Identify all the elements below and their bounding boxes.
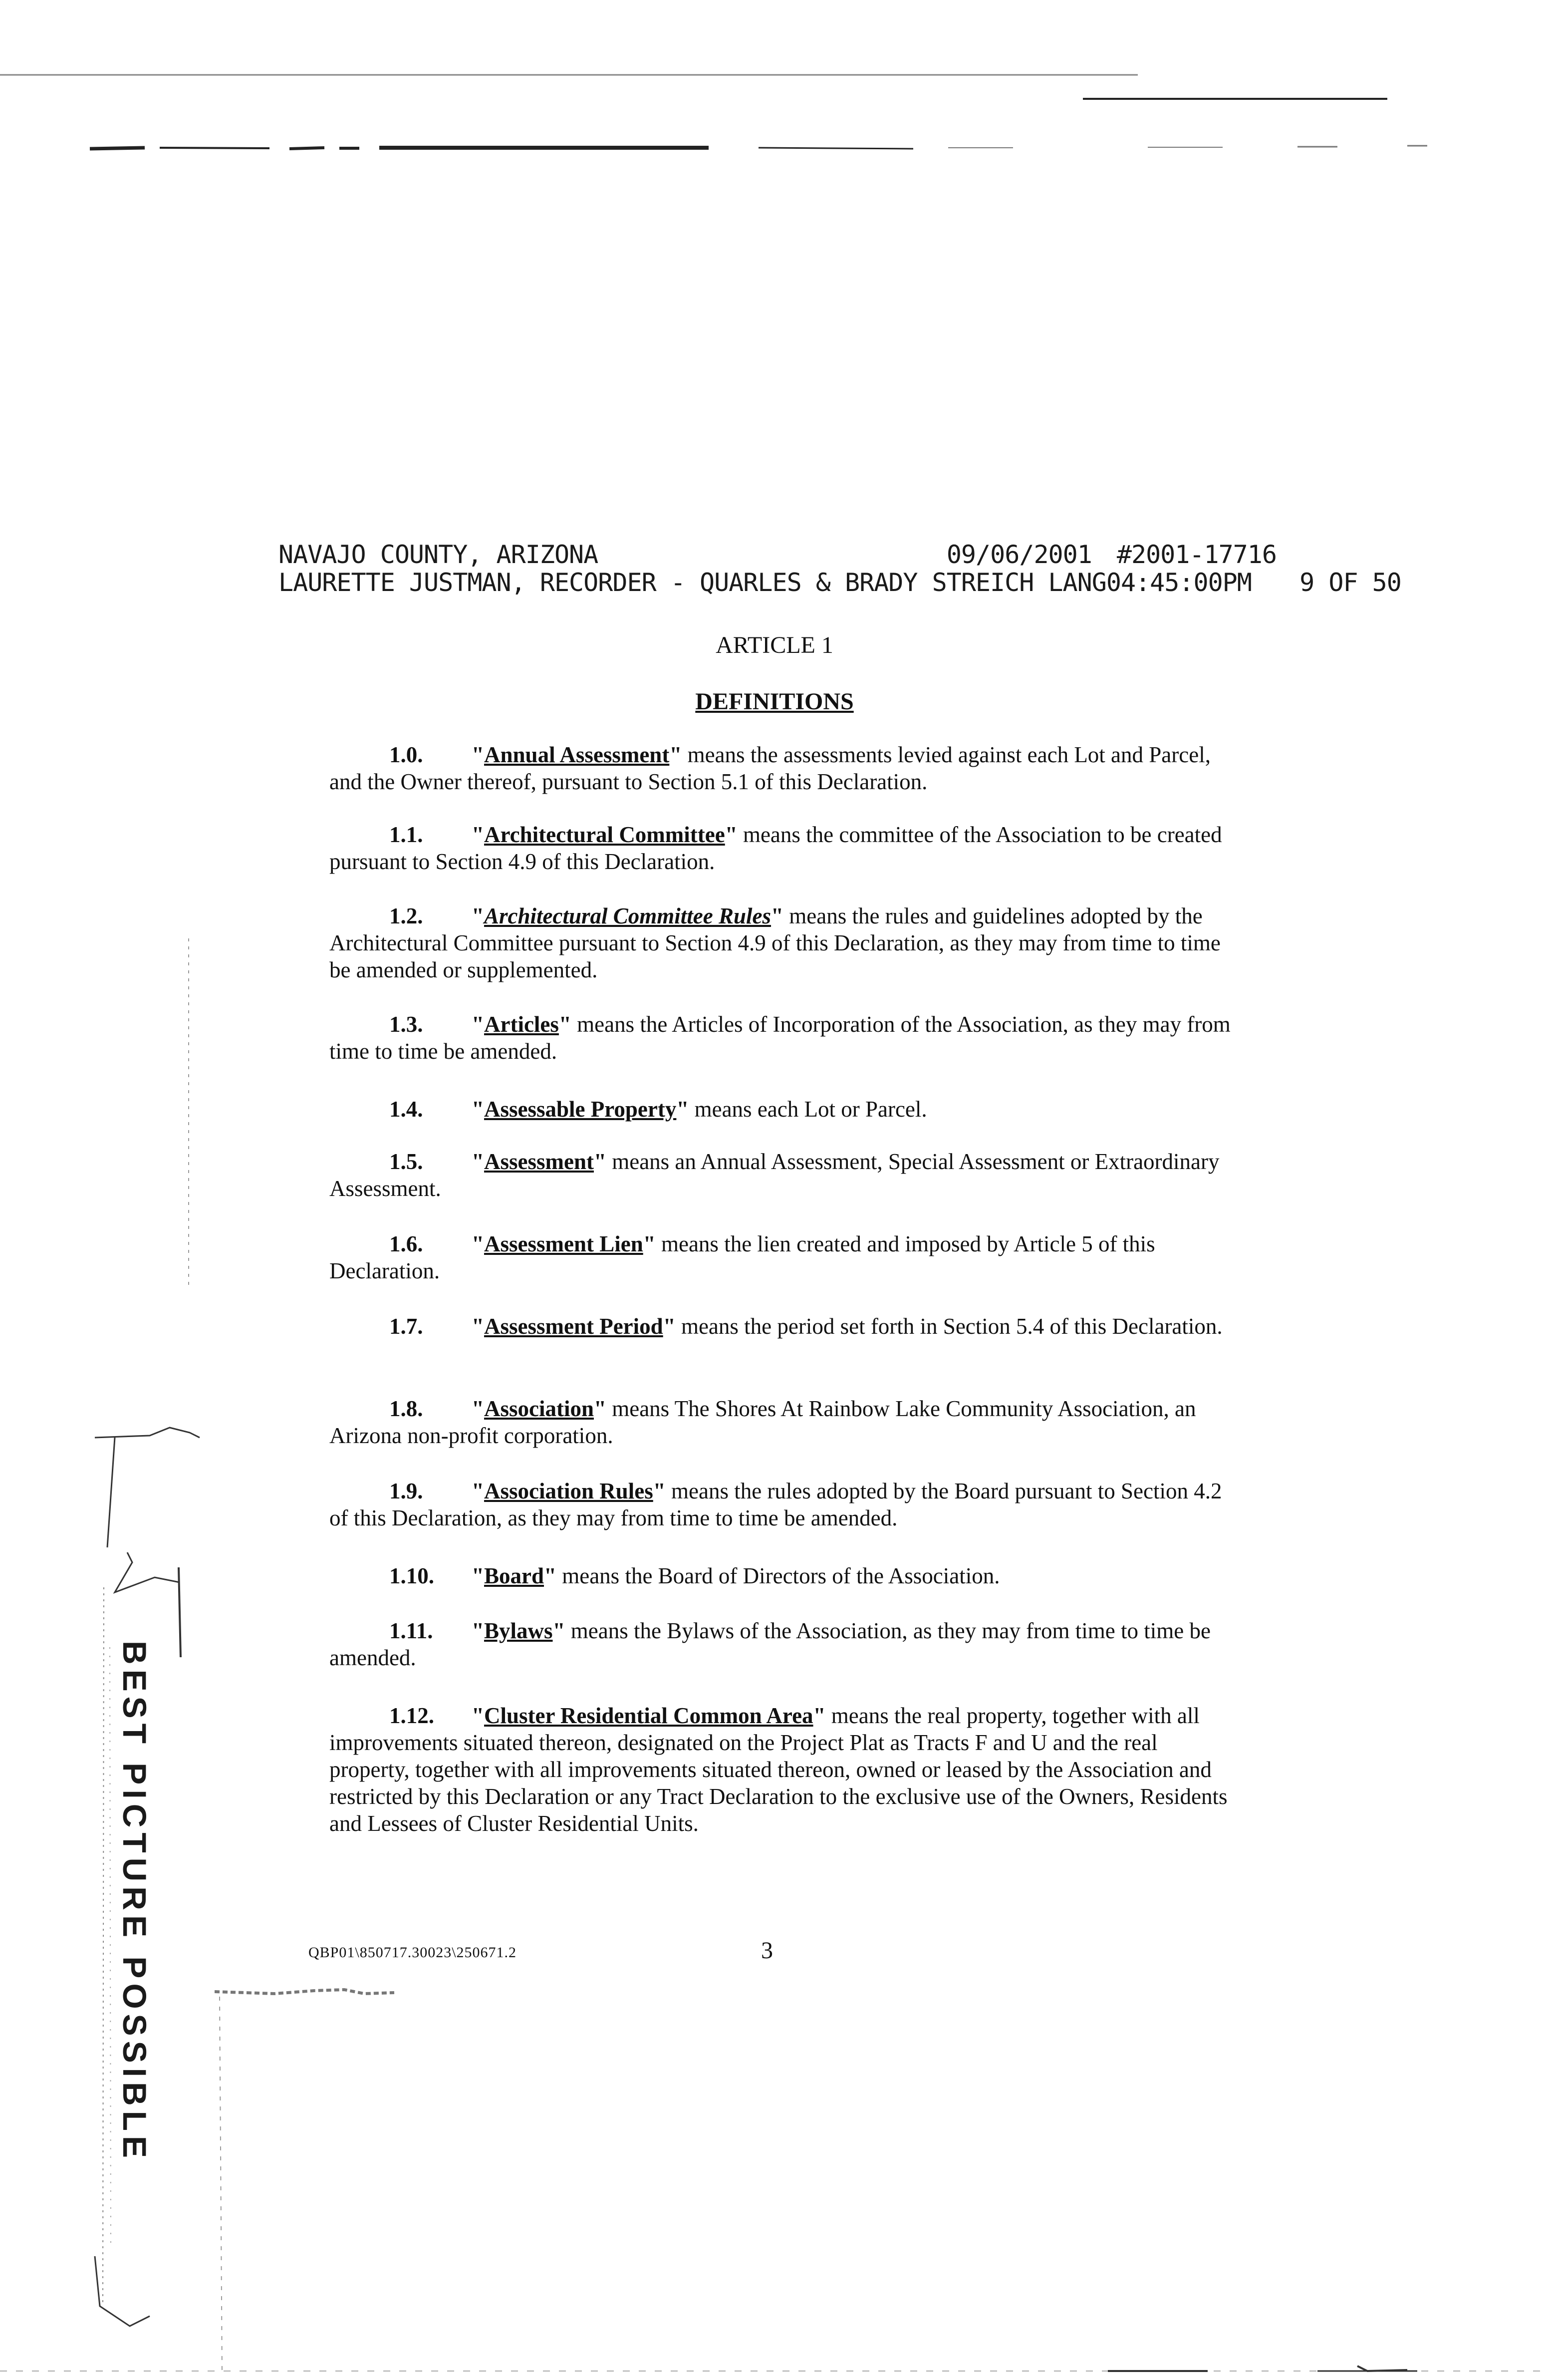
definition-number: 1.2. [389, 903, 423, 928]
definition-item: 1.10. "Board" means the Board of Directors of the Association. [389, 1563, 1000, 1588]
definition-term: Assessment Lien [484, 1231, 643, 1256]
article-title: ARTICLE 1 [716, 632, 833, 658]
definition-term: Assessable Property [484, 1097, 677, 1122]
definition-item: 1.12. "Cluster Residential Common Area" means the real property, together with all improvements situated thereon, designated on the Project Plat as Tracts F and U and the real property, together with all improvements situated thereon, owned or leased by the Association and restricted by this Declaration or any Tract Declaration to the exclusive use of the Owners, Residents and Lessees of Cluster Residential Units. [329, 1703, 1228, 1836]
scan-artifact-top [0, 0, 1549, 160]
definition-item: 1.7. "Assessment Period" means the period set forth in Section 5.4 of this Declaration. [389, 1314, 1223, 1339]
definition-number: 1.4. [389, 1097, 423, 1122]
definition-item: 1.1. "Architectural Committee" means the committee of the Association to be created pursuant to Section 4.9 of this Declaration. [329, 822, 1222, 874]
definition-number: 1.6. [389, 1231, 423, 1256]
definition-item: 1.11. "Bylaws" means the Bylaws of the Association, as they may from time to time be amended. [329, 1618, 1211, 1670]
definition-item: 1.2. "Architectural Committee Rules" means the rules and guidelines adopted by the Architectural Committee pursuant to Section 4.9 of this Declaration, as they may from time to time be amended or supplemented. [329, 903, 1221, 982]
definition-term: Bylaws [484, 1618, 553, 1643]
definition-item: 1.3. "Articles" means the Articles of Incorporation of the Association, as they may from time to time be amended. [329, 1012, 1231, 1064]
definition-term: Assessment Period [484, 1314, 663, 1339]
definition-number: 1.5. [389, 1149, 423, 1174]
recorder-name: LAURETTE JUSTMAN, RECORDER - QUARLES & BRADY STREICH LANG [278, 568, 1106, 597]
county-label: NAVAJO COUNTY, ARIZONA [278, 540, 598, 569]
definition-number: 1.7. [389, 1314, 423, 1339]
definition-number: 1.11. [389, 1618, 433, 1643]
definition-text: means The Shores At Rainbow Lake Community Association, an Arizona non-profit corporation. [329, 1396, 1196, 1448]
definition-number: 1.10. [389, 1563, 434, 1588]
definition-text: means the lien created and imposed by Article 5 of this Declaration. [329, 1231, 1155, 1283]
definition-item: 1.8. "Association" means The Shores At Rainbow Lake Community Association, an Arizona non-profit corporation. [329, 1396, 1196, 1448]
definitions-heading: DEFINITIONS [695, 688, 854, 715]
definition-item: 1.0. "Annual Assessment" means the assessments levied against each Lot and Parcel, and the Owner thereof, pursuant to Section 5.1 of this Declaration. [329, 742, 1211, 794]
definition-term: Association Rules [484, 1479, 653, 1503]
document-code: QBP01\850717.30023\250671.2 [308, 1944, 517, 1961]
definition-text: means the committee of the Association to be created pursuant to Section 4.9 of this Declaration. [329, 822, 1222, 874]
definition-text: means the rules and guidelines adopted by the Architectural Committee pursuant to Section 4.9 of this Declaration, as they may from time to time be amended or supplemented. [329, 903, 1221, 982]
definition-text: means the rules adopted by the Board pursuant to Section 4.2 of this Declaration, as they may from time to time be amended. [329, 1479, 1222, 1530]
definition-item: 1.6. "Assessment Lien" means the lien created and imposed by Article 5 of this Declaration. [329, 1231, 1155, 1283]
definition-term: Articles [484, 1012, 559, 1037]
definition-text: means the Bylaws of the Association, as they may from time to time be amended. [329, 1618, 1211, 1670]
recorder-line-1 [278, 541, 1277, 569]
definition-number: 1.1. [389, 822, 423, 847]
recorder-line-2 [278, 568, 1401, 597]
definition-number: 1.3. [389, 1012, 423, 1037]
definition-term: Assessment [484, 1149, 594, 1174]
stamp-text: BEST PICTURE POSSIBLE [116, 1640, 153, 2163]
definition-text: means the Board of Directors of the Association. [556, 1563, 1000, 1588]
definition-number: 1.9. [389, 1479, 423, 1503]
definition-number: 1.8. [389, 1396, 423, 1421]
definition-number: 1.0. [389, 742, 423, 767]
page-number: 3 [761, 1937, 773, 1964]
definition-term: Board [484, 1563, 544, 1588]
record-date: 09/06/2001 [946, 540, 1092, 569]
definition-term: Annual Assessment [484, 742, 670, 767]
definition-term: Cluster Residential Common Area [484, 1703, 813, 1728]
record-page: 9 OF 50 [1299, 568, 1401, 597]
definition-item: 1.4. "Assessable Property" means each Lot or Parcel. [389, 1097, 927, 1122]
definition-term: Association [484, 1396, 594, 1421]
definition-term: Architectural Committee [484, 822, 725, 847]
definition-text: means the Articles of Incorporation of the Association, as they may from time to time be amended. [329, 1012, 1231, 1064]
definition-item: 1.5. "Assessment" means an Annual Assessment, Special Assessment or Extraordinary Assessment. [329, 1149, 1220, 1201]
definition-text: means the assessments levied against each Lot and Parcel, and the Owner thereof, pursuant to Section 5.1 of this Declaration. [329, 742, 1211, 794]
record-number: #2001-17716 [1116, 540, 1277, 569]
definition-text: means each Lot or Parcel. [689, 1097, 927, 1122]
definition-term: Architectural Committee Rules [484, 903, 772, 928]
definition-number: 1.12. [389, 1703, 434, 1728]
definition-text: means the real property, together with all improvements situated thereon, designated on the Project Plat as Tracts F and U and the real property, together with all improvements situated thereon, owned or leased by the Association and restricted by this Declaration or any Tract Declaration to the exclusive use of the Owners, Residents and Lessees of Cluster Residential Units. [329, 1703, 1228, 1836]
scan-smudge [215, 1977, 464, 2007]
definition-text: means an Annual Assessment, Special Assessment or Extraordinary Assessment. [329, 1149, 1220, 1201]
scan-artifact-bottom [0, 2296, 1549, 2380]
recorder-header [278, 540, 1401, 597]
best-picture-stamp [105, 1640, 165, 2163]
record-time: 04:45:00PM [1106, 568, 1252, 597]
definition-text: means the period set forth in Section 5.4 of this Declaration. [675, 1314, 1223, 1339]
definition-item: 1.9. "Association Rules" means the rules adopted by the Board pursuant to Section 4.2 of this Declaration, as they may from time to time be amended. [329, 1479, 1222, 1530]
